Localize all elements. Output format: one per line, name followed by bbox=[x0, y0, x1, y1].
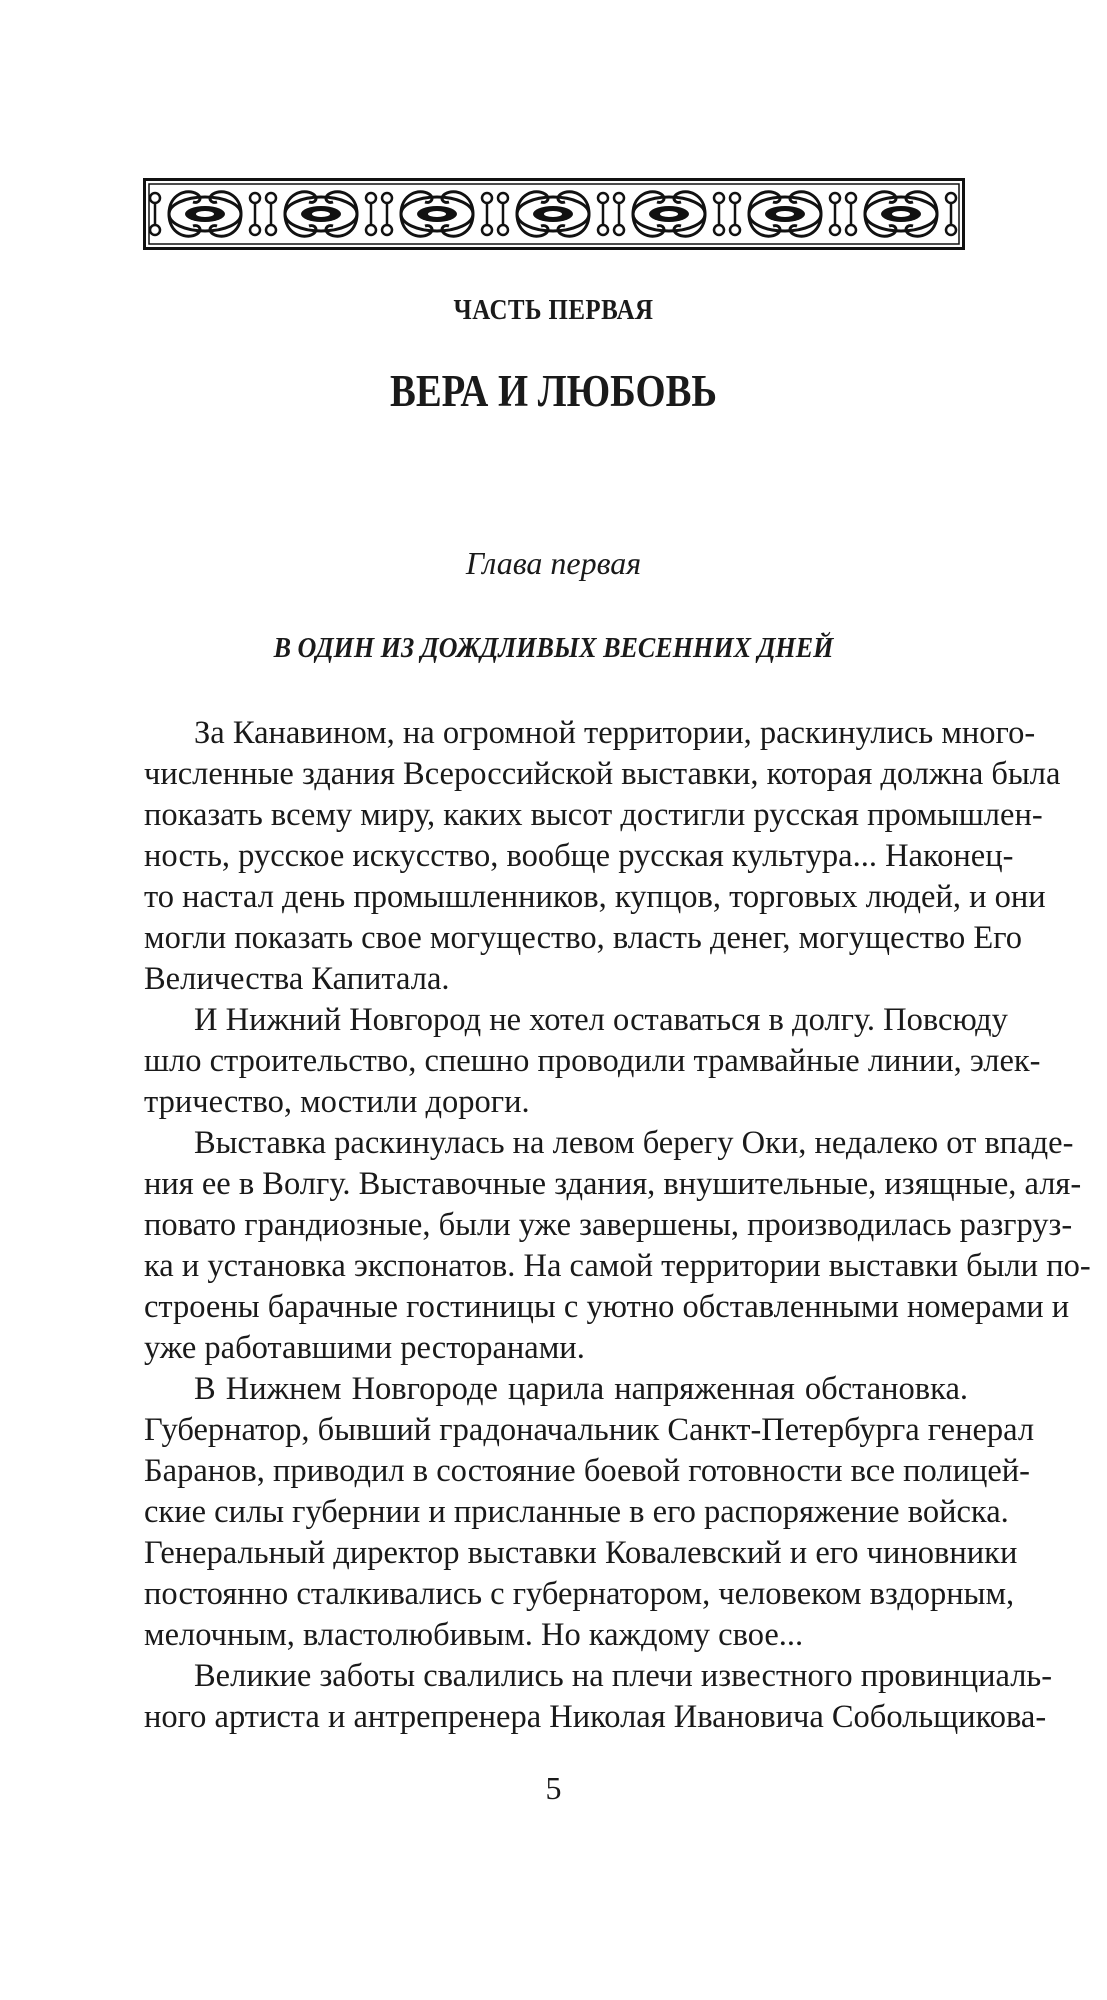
text-line: Генеральный директор выставки Ковалевский и его чиновники bbox=[144, 1535, 1018, 1571]
text-line: мелочным, властолюбивым. Но каждому свое... bbox=[144, 1617, 804, 1653]
text-line: ния ее в Волгу. Выставочные здания, внушительные, изящные, аля- bbox=[144, 1166, 1082, 1202]
part-label: ЧАСТЬ ПЕРВАЯ bbox=[453, 294, 654, 326]
text-line: ность, русское искусство, вообще русская культура... Наконец- bbox=[144, 838, 1014, 874]
text-line: Величества Капитала. bbox=[144, 961, 450, 997]
text-line: строены барачные гостиницы с уютно обставленными номерами и bbox=[144, 1289, 1070, 1325]
body-text bbox=[144, 713, 1091, 1738]
text-line: численные здания Всероссийской выставки, которая должна была bbox=[144, 756, 1061, 792]
chapter-label: Глава первая bbox=[465, 545, 642, 581]
text-line: За Канавином, на огромной территории, раскинулись много- bbox=[194, 715, 1036, 751]
text-line: Выставка раскинулась на левом берегу Оки, недалеко от впаде- bbox=[194, 1125, 1074, 1161]
text-line: И Нижний Новгород не хотел оставаться в долгу. Повсюду bbox=[194, 1002, 1008, 1038]
text-line: В Нижнем Новгороде царила напряженная обстановка. bbox=[194, 1371, 968, 1407]
text-line: Губернатор, бывший градоначальник Санкт-Петербурга генерал bbox=[144, 1412, 1035, 1448]
text-line: то настал день промышленников, купцов, торговых людей, и они bbox=[144, 879, 1046, 915]
text-line: ного артиста и антрепренера Николая Ивановича Собольщикова- bbox=[144, 1699, 1047, 1735]
page-number: 5 bbox=[545, 1770, 562, 1806]
text-line: могли показать свое могущество, власть денег, могущество Его bbox=[144, 920, 1023, 956]
text-line: постоянно сталкивались с губернатором, человеком вздорным, bbox=[144, 1576, 1015, 1612]
text-line: Баранов, приводил в состояние боевой готовности все полицей- bbox=[144, 1453, 1031, 1489]
text-line: повато грандиозные, были уже завершены, производилась разгруз- bbox=[144, 1207, 1073, 1243]
text-line: тричество, мостили дороги. bbox=[144, 1084, 530, 1120]
chapter-title: В ОДИН ИЗ ДОЖДЛИВЫХ ВЕСЕННИХ ДНЕЙ bbox=[273, 632, 834, 664]
text-line: Великие заботы свалились на плечи известного провинциаль- bbox=[194, 1658, 1053, 1694]
text-line: показать всему миру, каких высот достигли русская промышлен- bbox=[144, 797, 1043, 833]
ornamental-border bbox=[143, 178, 965, 250]
text-line: уже работавшими ресторанами. bbox=[144, 1330, 585, 1366]
text-line: ские силы губернии и присланные в его распоряжение войска. bbox=[144, 1494, 1009, 1530]
text-line: шло строительство, спешно проводили трамвайные линии, элек- bbox=[144, 1043, 1041, 1079]
text-line: ка и установка экспонатов. На самой территории выставки были по- bbox=[144, 1248, 1091, 1284]
part-title: ВЕРА И ЛЮБОВЬ bbox=[390, 366, 717, 416]
